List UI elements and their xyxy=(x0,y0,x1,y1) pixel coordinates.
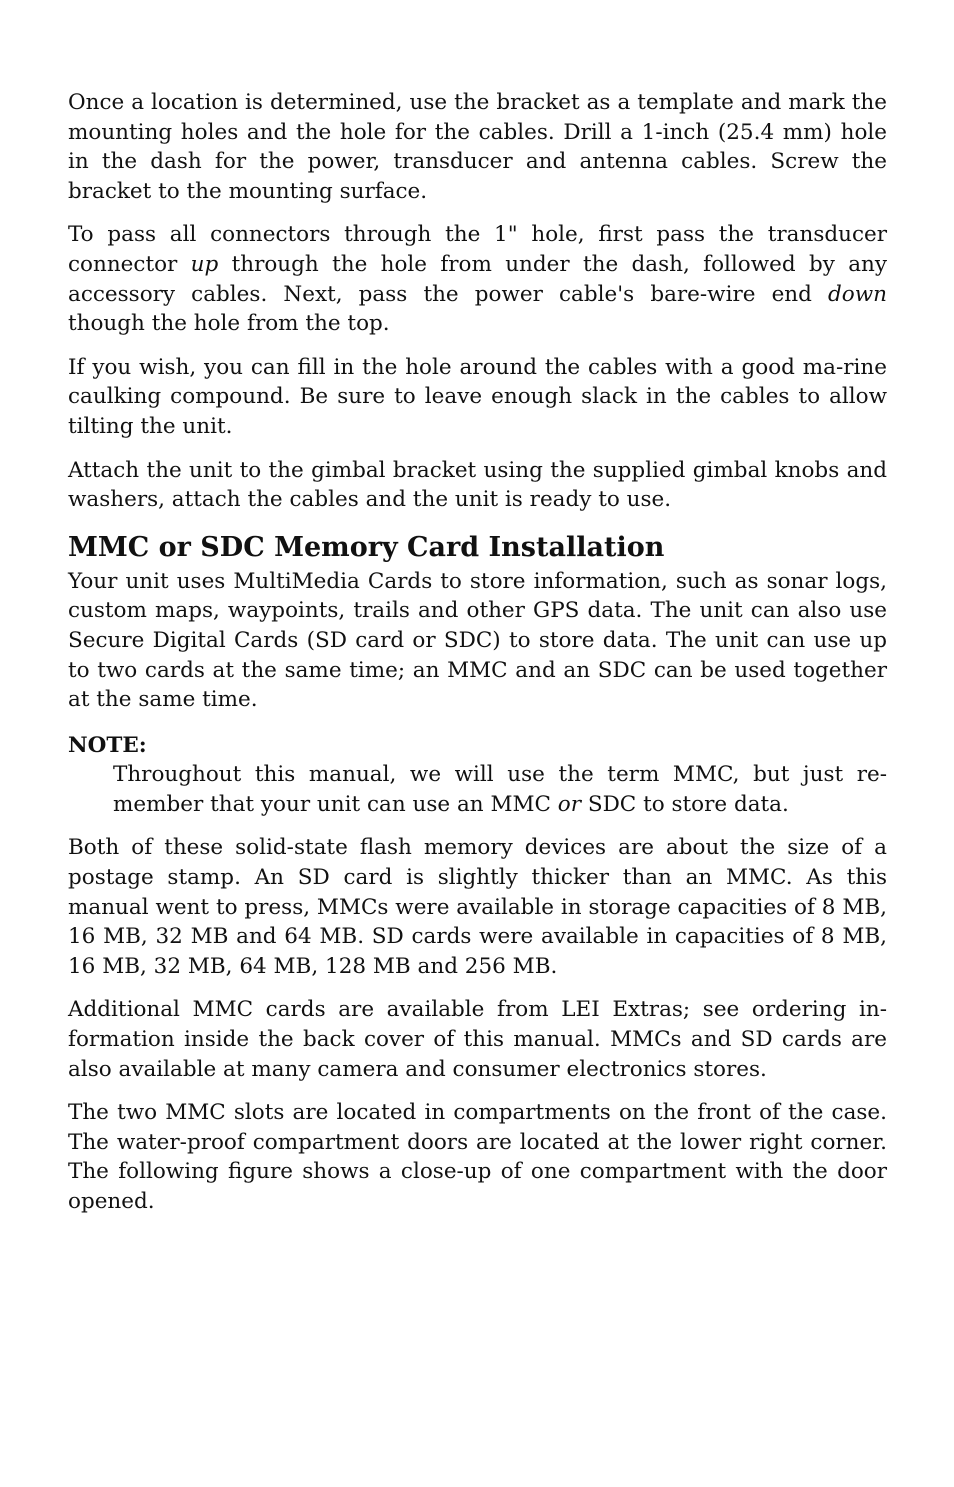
note-text-part2: SDC to store data. xyxy=(581,791,789,817)
paragraph-bracket-template: Once a location is determined, use the bracket as a template and mark the mounting holes and the hole for the cables. Drill a 1-inch (25.4 mm) hole in the dash for the power, transducer and antenna cables. Screw the bracket to the mounting surface. xyxy=(68,90,887,204)
manual-page xyxy=(68,88,887,1231)
paragraph-mmc-slots: The two MMC slots are located in compartments on the front of the case. The water-proof compartment doors are located at the lower right corner. The following figure shows a close-up of one compartment with the door opened. xyxy=(68,1100,887,1214)
emphasis-down: down xyxy=(828,281,887,307)
note-label: NOTE: xyxy=(68,732,147,758)
note-text-part1: Throughout this manual, we will use the term MMC, but just re-member that your unit can use an MMC xyxy=(113,762,887,817)
emphasis-up: up xyxy=(190,251,219,277)
paragraph-pass-connectors-part1: To pass all connectors through the 1" hole, first pass the transducer connector xyxy=(68,222,887,277)
paragraph-attach-unit: Attach the unit to the gimbal bracket using the supplied gimbal knobs and washers, attach the cables and the unit is ready to use. xyxy=(68,457,887,513)
paragraph-card-capacities: Both of these solid-state flash memory devices are about the size of a postage stamp. An SD card is slightly thicker than an MMC. As this manual went to press, MMCs were available in storage capacities of 8 MB, 16 MB, 32 MB and 64 MB. SD cards were available in capacities of 8 MB, 16 MB, 32 MB, 64 MB, 128 MB and 256 MB. xyxy=(68,835,887,979)
paragraph-pass-connectors xyxy=(68,220,887,338)
paragraph-multimedia-cards: Your unit uses MultiMedia Cards to store information, such as sonar logs, custom maps, waypoints, trails and other GPS data. The unit can also use Secure Digital Cards (SD card or SDC) to store data. The unit can use up to two cards at the same time; an MMC and an SDC can be used together at the same time. xyxy=(68,568,887,713)
section-heading: MMC or SDC Memory Card Installation xyxy=(68,531,665,563)
paragraph-pass-connectors-part3: though the hole from the top. xyxy=(68,311,390,337)
paragraph-pass-connectors-part2: through the hole from under the dash, followed by any accessory cables. Next, pass the power cable's bare-wire end xyxy=(68,251,887,307)
emphasis-or: or xyxy=(557,791,581,817)
note-text xyxy=(113,760,887,819)
paragraph-caulking: If you wish, you can fill in the hole around the cables with a good ma-rine caulking compound. Be sure to leave enough slack in the cables to allow tilting the unit. xyxy=(68,354,887,439)
paragraph-lei-extras: Additional MMC cards are available from LEI Extras; see ordering in-formation inside the back cover of this manual. MMCs and SD cards are also available at many camera and consumer electronics stores. xyxy=(68,997,887,1082)
